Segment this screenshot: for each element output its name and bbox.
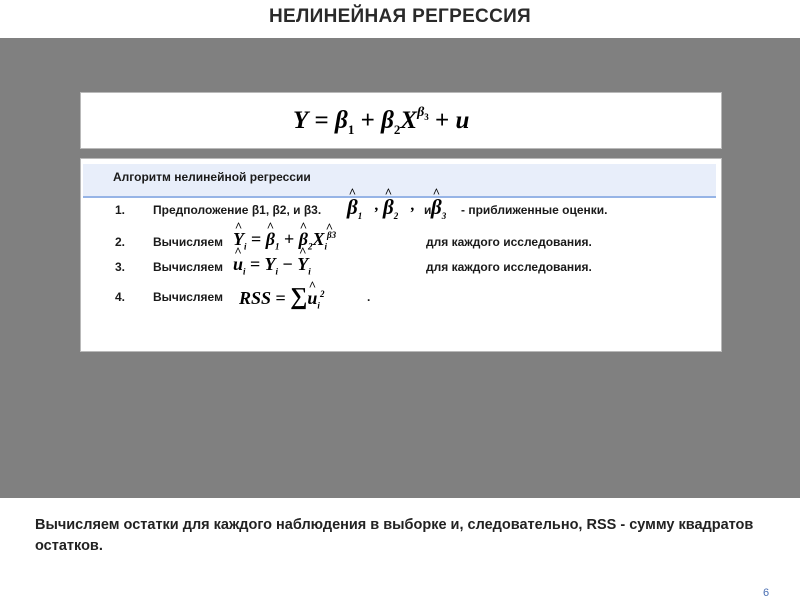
residual-formula: ^ $u_i = Y_i$ − ^ $Y_i$	[233, 254, 311, 277]
step-1-and: и	[424, 203, 432, 217]
slide-content-area	[0, 38, 800, 498]
slide-title: НЕЛИНЕЙНАЯ РЕГРЕССИЯ	[268, 6, 532, 27]
step-3-number: 3.	[115, 260, 126, 274]
speaker-note: Вычисляем остатки для каждого наблюдения в выборке и, следовательно, RSS - сумму квадратов остатков.	[35, 517, 754, 554]
step-4-text: Вычисляем	[153, 290, 223, 304]
step-3-tail: для каждого исследования.	[426, 260, 592, 274]
step-2-number: 2.	[115, 235, 126, 249]
algorithm-header	[83, 164, 716, 198]
beta-hat-2: ^ $\beta_2$	[383, 195, 398, 221]
step-2	[81, 229, 721, 257]
model-equation-box	[80, 92, 722, 149]
algorithm-header-text: Алгоритм нелинейной регрессии	[113, 170, 311, 184]
algorithm-box	[80, 158, 722, 352]
step-1: 1. Предположение β1, β2, и β3. ^ $\beta_1$ , ^ $\beta_2$ , и ^ $\beta_3$ - приближенные оценки.	[81, 197, 721, 225]
yhat-formula: ^ $Y_i$ = ^ $\beta_1$ + ^ $\beta_2X_i\^{}$ $^{\beta 3}$	[233, 229, 336, 252]
rss-formula: RSS = ∑^ $u_i^2$	[239, 284, 324, 311]
step-1-tail: - приближенные оценки.	[461, 203, 608, 217]
beta-hat-1: ^ $\beta_1$	[347, 195, 362, 221]
step-2-tail: для каждого исследования.	[426, 235, 592, 249]
step-4	[81, 284, 721, 312]
model-equation: $Y = \beta_1 + \beta_2X^{\beta_3} + u$	[293, 105, 470, 137]
step-2-text: Вычисляем	[153, 235, 223, 249]
beta-hat-3: ^ $\beta_3$	[431, 195, 446, 221]
step-3	[81, 254, 721, 282]
step-4-tail: .	[367, 290, 371, 304]
step-4-number: 4.	[115, 290, 126, 304]
step-1-text: Предположение β1, β2, и β3.	[153, 203, 322, 217]
title-bar	[0, 0, 800, 38]
step-3-text: Вычисляем	[153, 260, 223, 274]
step-1-number: 1.	[115, 203, 126, 217]
page-number: 6	[763, 587, 770, 599]
